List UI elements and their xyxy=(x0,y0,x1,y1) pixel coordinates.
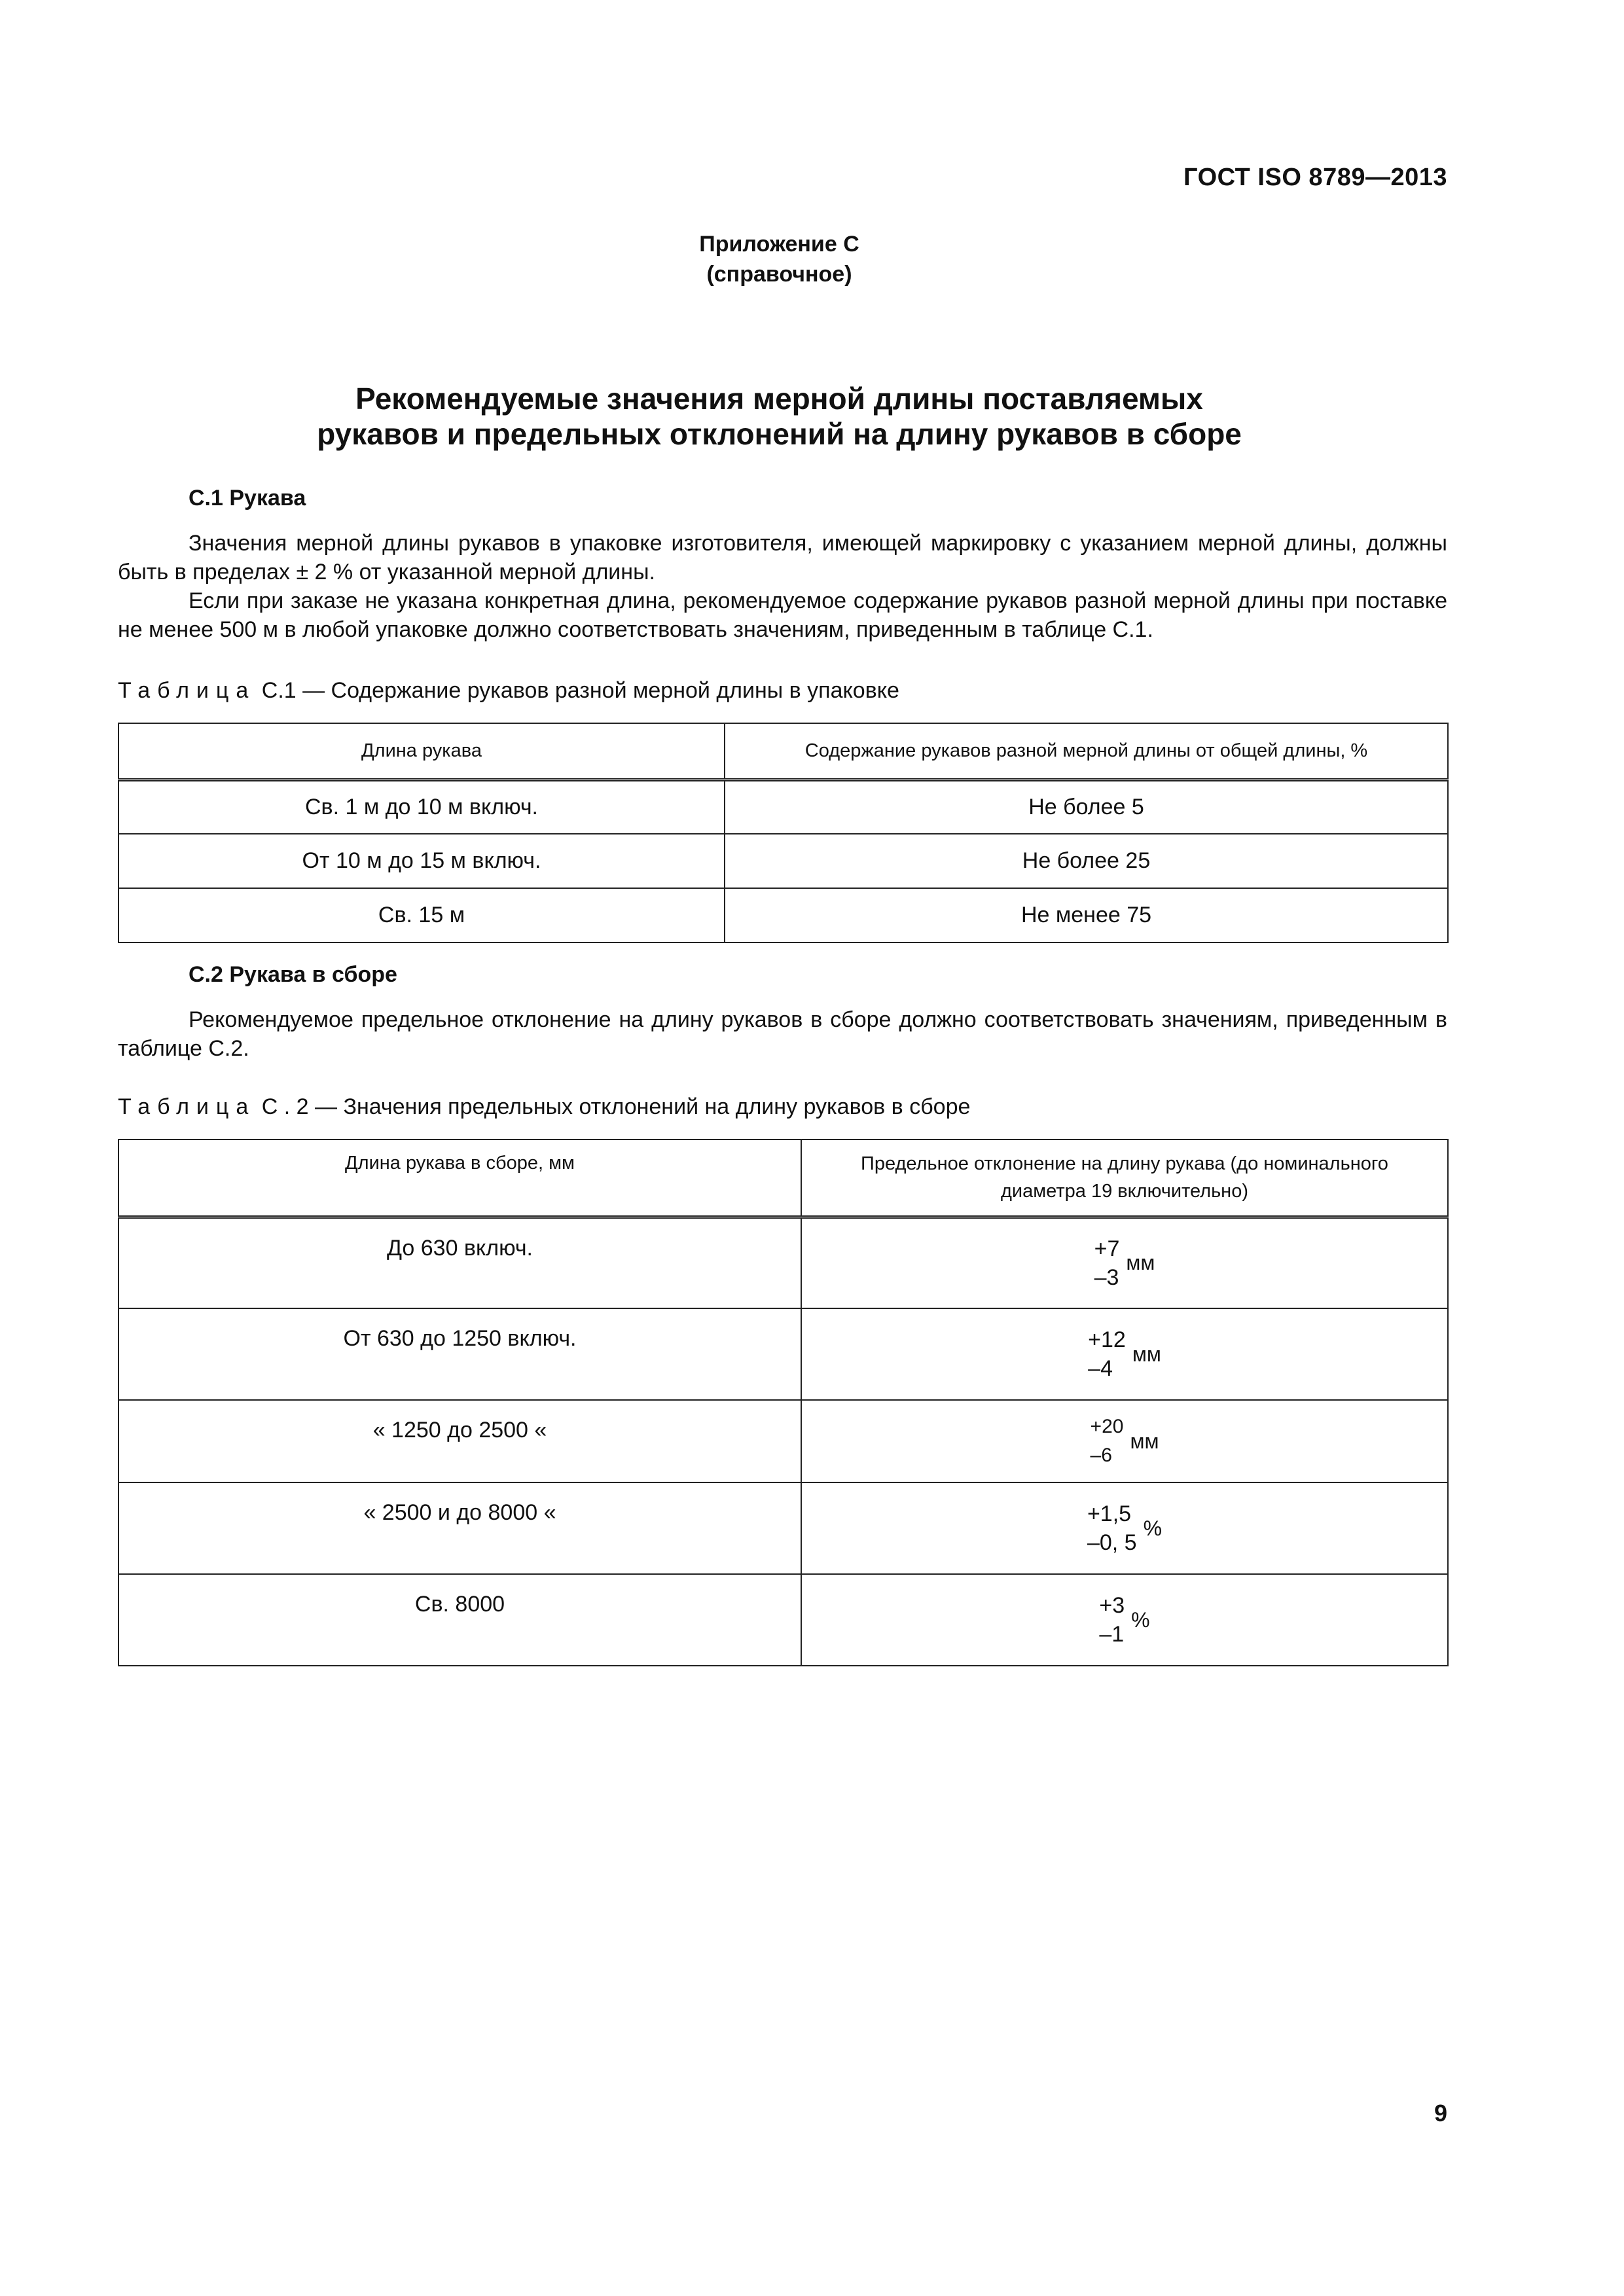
table-cell-tolerance xyxy=(801,1574,1448,1666)
tolerance-upper: +1,5 xyxy=(1087,1501,1132,1526)
section-c1-paragraph-1: Значения мерной длины рукавов в упаковке изготовителя, имеющей маркировку с указанием мерной длины, должны быть в пределах ± 2 % от указанной мерной длины. xyxy=(118,531,1447,584)
table-header-cell: Длина рукава xyxy=(118,723,725,780)
table-cell: До 630 включ. xyxy=(118,1217,801,1308)
tolerance-lower: –6 xyxy=(1090,1444,1112,1466)
table-row xyxy=(118,1308,1448,1400)
tolerance-lower: –3 xyxy=(1094,1265,1119,1290)
tolerance-unit: мм xyxy=(1126,1251,1155,1275)
tolerance-upper: +20 xyxy=(1090,1416,1124,1437)
appendix-subtitle: (справочное) xyxy=(706,262,852,287)
tolerance-upper: +12 xyxy=(1088,1327,1126,1352)
table-row xyxy=(118,1217,1448,1308)
page-number: 9 xyxy=(1434,2100,1447,2126)
table-cell: От 630 до 1250 включ. xyxy=(118,1308,801,1400)
table-row xyxy=(118,1574,1448,1666)
table-header-row xyxy=(118,723,1448,780)
tolerance-unit: % xyxy=(1131,1607,1150,1632)
tolerance-upper: +3 xyxy=(1099,1593,1125,1618)
table-header-cell: Предельное отклонение на длину рукава (до номинального диаметра 19 включительно) xyxy=(801,1139,1448,1217)
table-c2 xyxy=(118,1139,1449,1666)
tolerance-upper: +7 xyxy=(1094,1236,1120,1261)
table-cell: Св. 1 м до 10 м включ. xyxy=(118,780,725,834)
section-c1-paragraph-2: Если при заказе не указана конкретная длина, рекомендуемое содержание рукавов разной мерной длины при поставке не менее 500 м в любой упаковке должно соответствовать значениям, приведенным в таблице С.1. xyxy=(118,588,1447,642)
page-title-line-2: рукавов и предельных отклонений на длину рукавов в сборе xyxy=(317,417,1242,451)
table-cell: От 10 м до 15 м включ. xyxy=(118,834,725,888)
table-cell-tolerance xyxy=(801,1482,1448,1574)
tolerance-unit: % xyxy=(1143,1516,1163,1540)
tolerance-unit: мм xyxy=(1130,1429,1159,1453)
table-caption-label: Таблица xyxy=(118,1094,256,1119)
table-c2-caption xyxy=(118,1094,970,1120)
table-cell-tolerance xyxy=(801,1217,1448,1308)
table-row xyxy=(118,888,1448,942)
section-c2-paragraph-1: Рекомендуемое предельное отклонение на длину рукавов в сборе должно соответствовать значениям, приведенным в таблице С.2. xyxy=(118,1007,1447,1061)
table-header-row xyxy=(118,1139,1448,1217)
page-title xyxy=(0,381,1559,452)
table-cell: Не более 25 xyxy=(725,834,1448,888)
tolerance-unit: мм xyxy=(1132,1342,1161,1366)
table-cell-tolerance xyxy=(801,1308,1448,1400)
table-row xyxy=(118,780,1448,834)
section-heading-c2: С.2 Рукава в сборе xyxy=(189,962,397,987)
table-caption-text: С . 2 — Значения предельных отклонений на длину рукавов в сборе xyxy=(255,1094,971,1119)
table-row xyxy=(118,1482,1448,1574)
standard-header: ГОСТ ISO 8789—2013 xyxy=(1183,164,1447,191)
table-c1-caption xyxy=(118,678,899,704)
table-cell: Св. 8000 xyxy=(118,1574,801,1666)
appendix-title: Приложение С xyxy=(699,232,859,257)
tolerance-lower: –4 xyxy=(1088,1356,1113,1381)
appendix-label xyxy=(0,229,1559,289)
tolerance-lower: –0, 5 xyxy=(1087,1530,1137,1555)
table-cell: « 1250 до 2500 « xyxy=(118,1400,801,1482)
table-row xyxy=(118,1400,1448,1482)
table-cell: Не более 5 xyxy=(725,780,1448,834)
table-caption-label: Таблица xyxy=(118,678,256,703)
table-header-cell: Содержание рукавов разной мерной длины от общей длины, % xyxy=(725,723,1448,780)
table-cell-tolerance xyxy=(801,1400,1448,1482)
page-title-line-1: Рекомендуемые значения мерной длины поставляемых xyxy=(355,382,1203,416)
table-row xyxy=(118,834,1448,888)
section-heading-c1: С.1 Рукава xyxy=(189,486,306,511)
tolerance-lower: –1 xyxy=(1099,1622,1125,1647)
table-cell: Не менее 75 xyxy=(725,888,1448,942)
table-c1 xyxy=(118,723,1449,943)
table-header-cell: Длина рукава в сборе, мм xyxy=(118,1139,801,1217)
table-cell: Св. 15 м xyxy=(118,888,725,942)
table-cell: « 2500 и до 8000 « xyxy=(118,1482,801,1574)
table-caption-text: С.1 — Содержание рукавов разной мерной длины в упаковке xyxy=(255,678,899,703)
